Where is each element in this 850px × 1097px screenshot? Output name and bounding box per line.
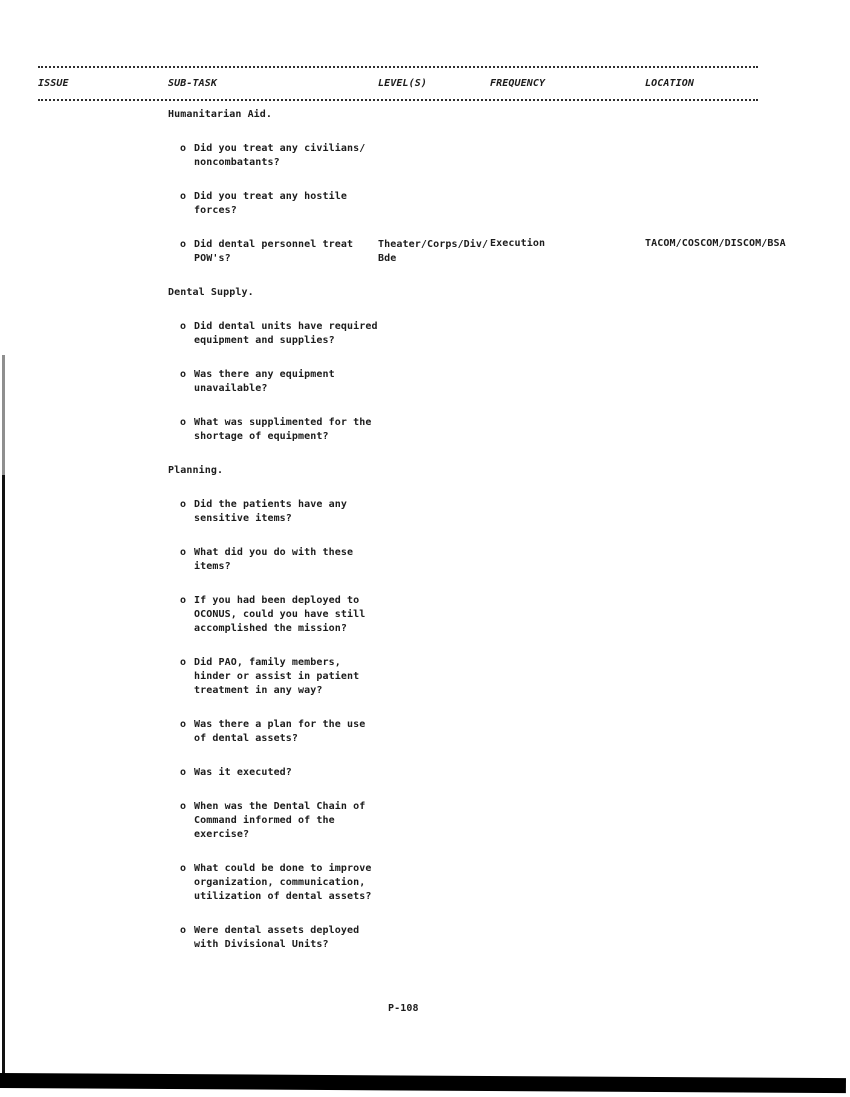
task-line: Command informed of the (194, 815, 335, 826)
task-line: treatment in any way? (194, 685, 323, 696)
bullet-marker: o (180, 499, 187, 510)
column-header-levels: LEVEL(S) (378, 78, 427, 89)
bullet-marker: o (180, 369, 187, 380)
task-line: forces? (194, 205, 237, 216)
section-title: Humanitarian Aid. (168, 109, 273, 120)
task-text (194, 142, 838, 170)
task-text (194, 656, 838, 698)
task-line: accomplished the mission? (194, 623, 348, 634)
question-item (180, 924, 838, 952)
task-line: exercise? (194, 829, 250, 840)
task-text (194, 800, 838, 842)
scan-edge-line-faint (2, 355, 5, 475)
question-item (180, 656, 838, 698)
task-line: Did you treat any civilians/ (194, 143, 366, 154)
bullet-marker: o (180, 767, 187, 778)
task-line: equipment and supplies? (194, 335, 335, 346)
question-item (180, 238, 838, 266)
question-item (180, 320, 838, 348)
question-item (180, 142, 838, 170)
location-cell: TACOM/COSCOM/DISCOM/BSA (645, 238, 786, 249)
task-line: Did dental units have required (194, 321, 378, 332)
task-line: Did dental personnel treat (194, 239, 354, 250)
question-item (180, 368, 838, 396)
task-line: What did you do with these (194, 547, 354, 558)
task-line: unavailable? (194, 383, 268, 394)
task-line: Was it executed? (194, 767, 292, 778)
bullet-marker: o (180, 547, 187, 558)
task-line: utilization of dental assets? (194, 891, 372, 902)
task-text (194, 498, 838, 526)
question-item (180, 546, 838, 574)
task-text (194, 862, 838, 904)
task-text (194, 320, 838, 348)
question-item (180, 800, 838, 842)
scan-edge-line-dark (2, 475, 5, 1081)
scan-bottom-bar (0, 1073, 846, 1093)
content (168, 108, 838, 972)
task-line: noncombatants? (194, 157, 280, 168)
bullet-marker: o (180, 657, 187, 668)
task-line: OCONUS, could you have still (194, 609, 366, 620)
bullet-marker: o (180, 239, 187, 250)
task-line: POW's? (194, 253, 231, 264)
frequency-cell: Execution (490, 238, 546, 249)
task-line: If you had been deployed to (194, 595, 360, 606)
task-text (194, 190, 838, 218)
page-number: P-108 (388, 1003, 419, 1014)
question-item (180, 498, 838, 526)
bullet-marker: o (180, 143, 187, 154)
task-line: What was supplimented for the (194, 417, 372, 428)
task-line: Did the patients have any (194, 499, 348, 510)
task-line: Did PAO, family members, (194, 657, 341, 668)
levels-line: Bde (378, 253, 397, 264)
header-rule-bottom (38, 99, 758, 101)
task-line: sensitive items? (194, 513, 292, 524)
bullet-marker: o (180, 801, 187, 812)
bullet-marker: o (180, 863, 187, 874)
question-item (180, 594, 838, 636)
section-title: Dental Supply. (168, 287, 254, 298)
task-line: items? (194, 561, 231, 572)
task-line: Was there any equipment (194, 369, 335, 380)
bullet-marker: o (180, 191, 187, 202)
task-text (194, 924, 838, 952)
task-line: Were dental assets deployed (194, 925, 360, 936)
task-line: Was there a plan for the use (194, 719, 366, 730)
column-header-sub-task: SUB-TASK (168, 78, 217, 89)
task-text (194, 766, 838, 780)
task-line: with Divisional Units? (194, 939, 329, 950)
task-line: hinder or assist in patient (194, 671, 360, 682)
column-header-issue: ISSUE (38, 78, 69, 89)
task-text (194, 416, 838, 444)
question-item (180, 718, 838, 746)
task-line: What could be done to improve (194, 863, 372, 874)
question-item (180, 190, 838, 218)
question-item (180, 862, 838, 904)
task-line: shortage of equipment? (194, 431, 329, 442)
column-header-frequency: FREQUENCY (490, 78, 546, 89)
task-line: Did you treat any hostile (194, 191, 348, 202)
task-text (194, 368, 838, 396)
task-text (194, 718, 838, 746)
levels-cell (378, 238, 488, 266)
task-line: of dental assets? (194, 733, 299, 744)
levels-line: Theater/Corps/Div/ (378, 239, 489, 250)
question-item (180, 766, 838, 780)
section-title: Planning. (168, 465, 224, 476)
task-line: organization, communication, (194, 877, 366, 888)
bullet-marker: o (180, 925, 187, 936)
column-header-location: LOCATION (645, 78, 694, 89)
task-text (194, 546, 838, 574)
question-item (180, 416, 838, 444)
bullet-marker: o (180, 595, 187, 606)
header-rule-top (38, 66, 758, 68)
task-text (194, 594, 838, 636)
bullet-marker: o (180, 417, 187, 428)
task-line: When was the Dental Chain of (194, 801, 366, 812)
bullet-marker: o (180, 321, 187, 332)
bullet-marker: o (180, 719, 187, 730)
